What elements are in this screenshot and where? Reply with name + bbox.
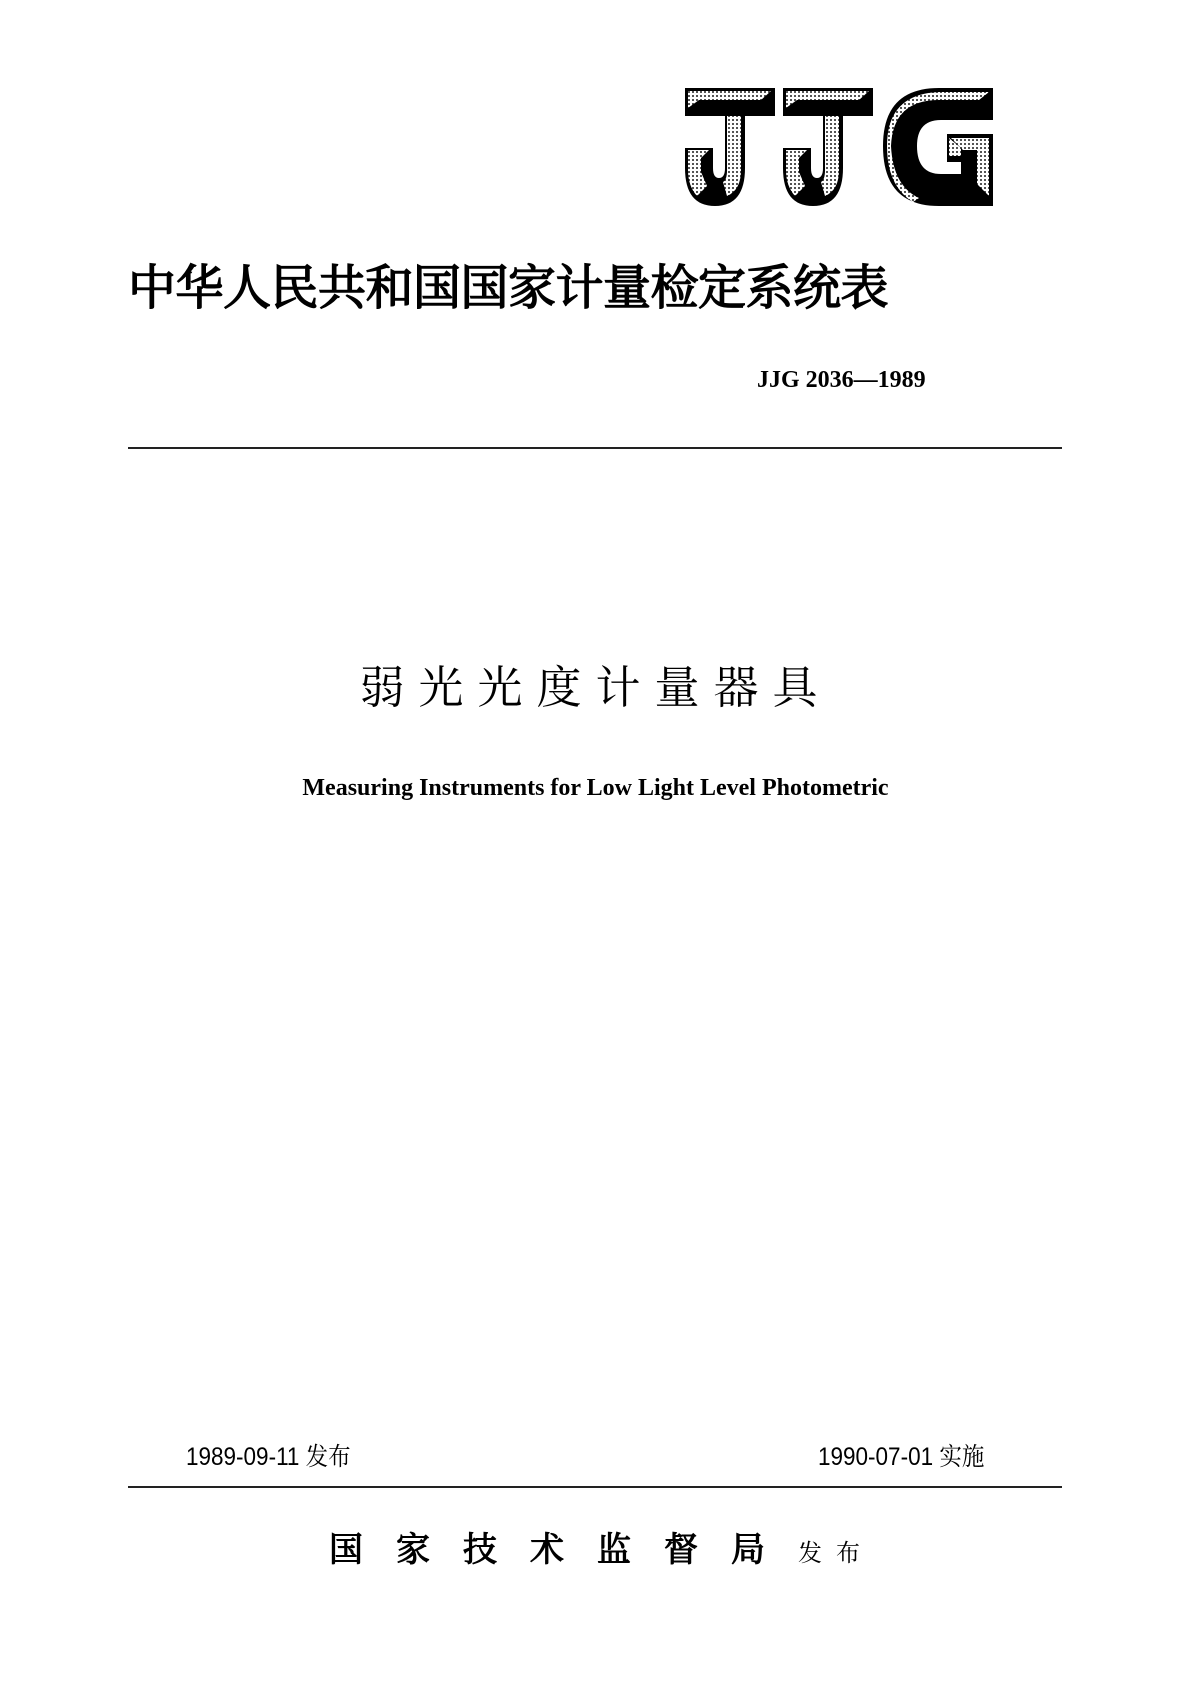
implementation-date: 1990-07-01 实施 <box>818 1443 985 1471</box>
logo-letter-j1 <box>685 88 775 206</box>
logo-letter-g <box>883 88 993 206</box>
jjg-logo-icon <box>683 86 995 208</box>
publisher-action: 发布 <box>798 1539 874 1567</box>
top-divider <box>128 447 1062 449</box>
logo-letter-j2 <box>783 88 873 206</box>
bottom-divider <box>128 1486 1062 1488</box>
issue-date: 1989-09-11 发布 <box>186 1443 351 1471</box>
publisher-line <box>329 1528 874 1572</box>
document-title-english: Measuring Instruments for Low Light Level Photometric <box>302 775 889 801</box>
document-title-chinese: 弱光光度计量器具 <box>359 661 832 714</box>
standard-series-title: 中华人民共和国国家计量检定系统表 <box>128 260 889 316</box>
standard-code: JJG 2036—1989 <box>757 367 926 393</box>
publisher-organization: 国家技术监督局 <box>329 1530 798 1570</box>
